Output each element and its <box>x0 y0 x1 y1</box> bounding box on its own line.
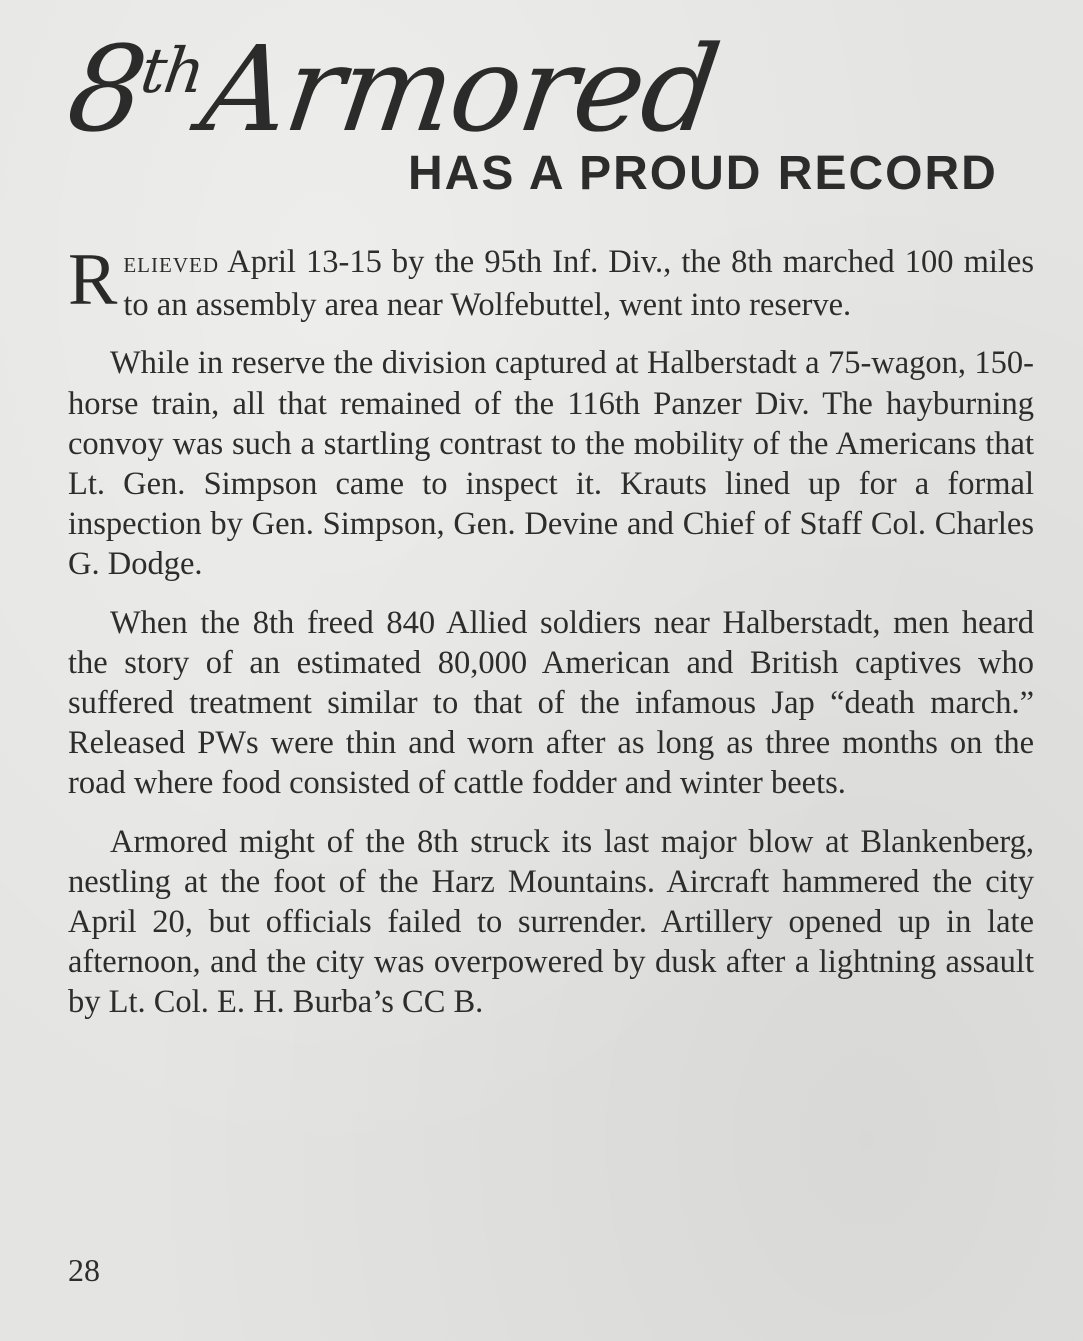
paragraph-1-text: April 13-15 by the 95th Inf. Div., the 8th marched 100 miles to an assembly area near Wolfebuttel, went into reserve. <box>123 244 1034 324</box>
paragraph-3: When the 8th freed 840 Allied soldiers near Halberstadt, men heard the story of an estimated 80,000 American and British captives who suffered treatment similar to that of the infamous Jap “death march.” Released PWs were thin and worn after as long as three months on the road where food consisted of cattle fodder and winter beets. <box>68 604 1034 802</box>
drop-cap: R <box>68 239 118 321</box>
script-title-suffix: th <box>136 34 208 107</box>
script-title-word: Armored <box>194 20 726 158</box>
headline: HAS A PROUD RECORD <box>408 147 998 200</box>
script-title-number: 8 <box>60 20 153 158</box>
page-number: 28 <box>68 1252 100 1288</box>
masthead <box>60 20 1030 220</box>
paragraph-2: While in reserve the division captured at Halberstadt a 75-wagon, 150-horse train, all that remained of the 116th Panzer Div. The hayburning convoy was such a startling contrast to the mobility of the Americans that Lt. Gen. Simpson came to inspect it. Krauts lined up for a formal inspection by Gen. Simpson, Gen. Devine and Chief of Staff Col. Charles G. Dodge. <box>68 345 1034 583</box>
article-body <box>68 239 1034 1041</box>
script-title <box>60 20 726 158</box>
paragraph-4: Armored might of the 8th struck its last major blow at Blankenberg, nestling at the foot of the Harz Mountains. Aircraft hammered the city April 20, but officials failed to surrender. Artillery opened up in late afternoon, and the city was overpowered by dusk after a lightning assault by Lt. Col. E. H. Burba’s CC B. <box>68 823 1034 1021</box>
paragraph-1 <box>68 239 1034 325</box>
lead-smallcaps: ELIEVED <box>123 253 219 277</box>
